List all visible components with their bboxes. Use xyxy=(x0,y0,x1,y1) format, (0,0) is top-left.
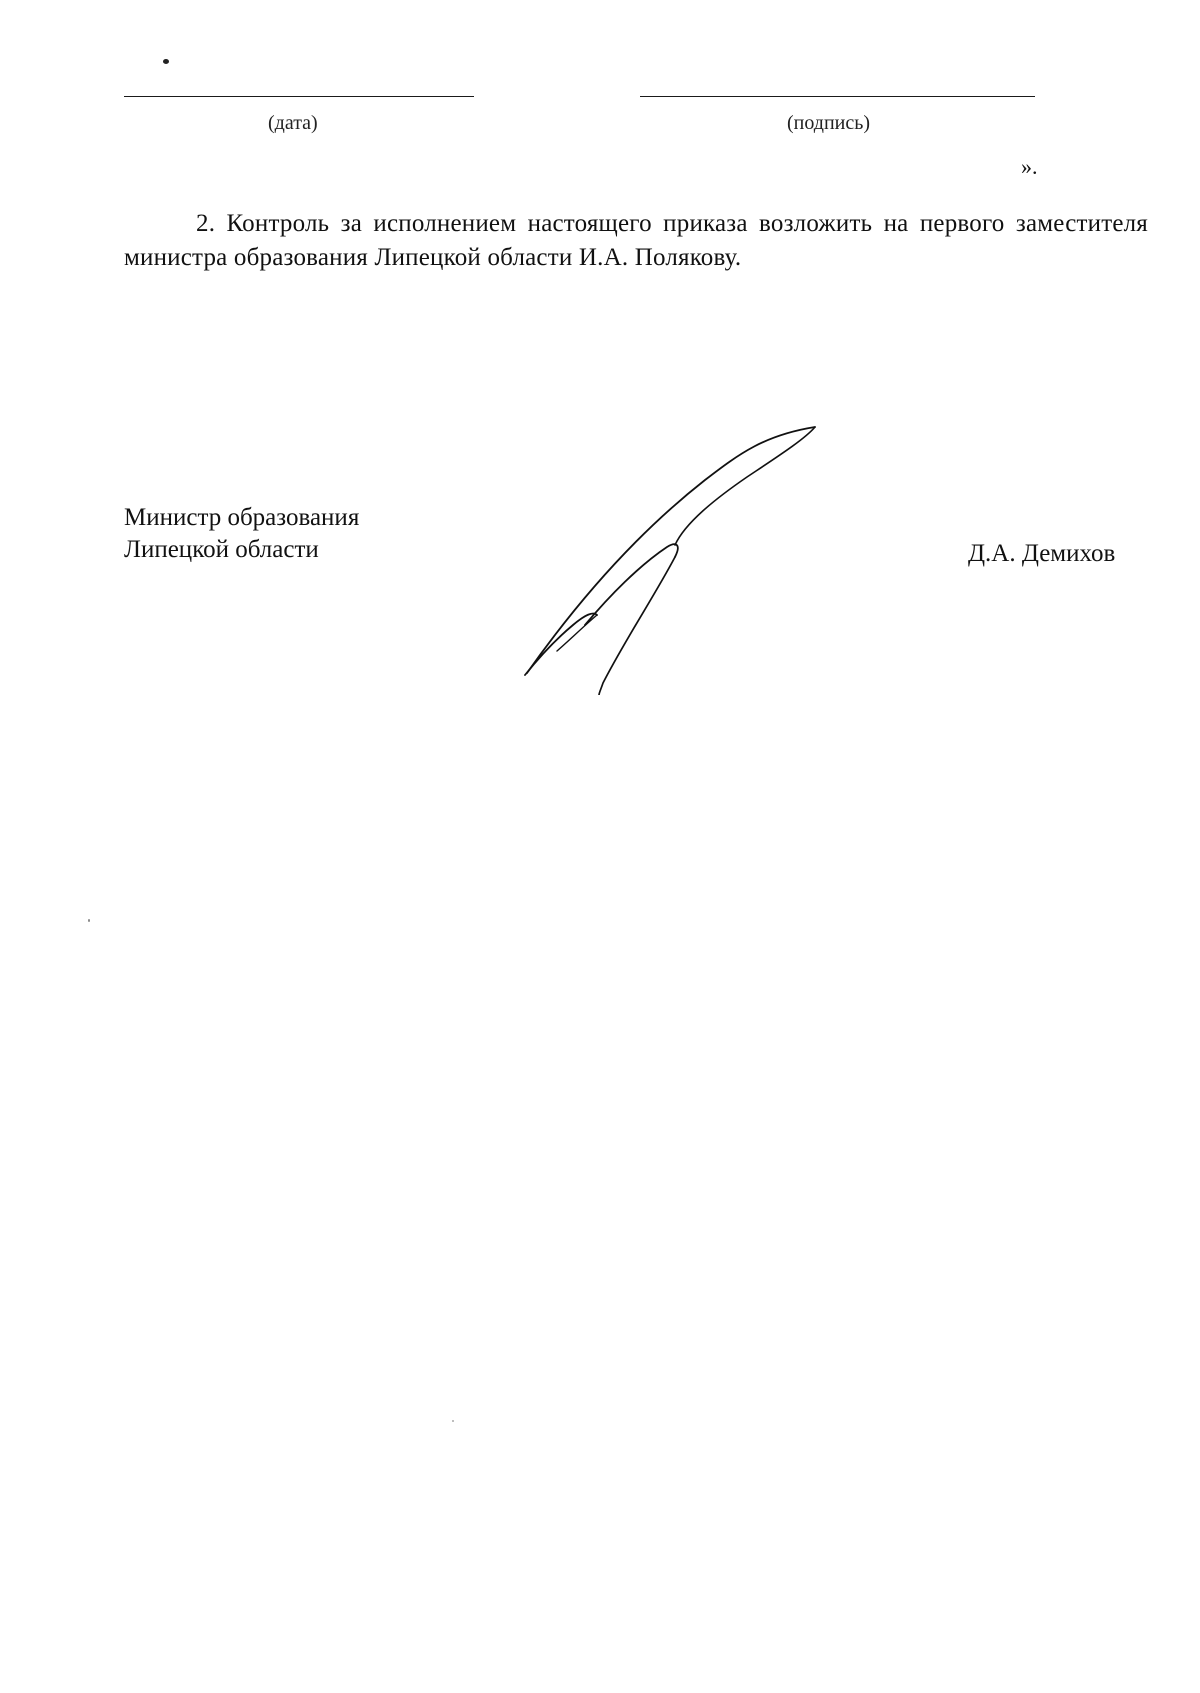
signature-stroke xyxy=(675,427,815,545)
signatory-position-line-1: Министр образования xyxy=(124,504,360,531)
date-line xyxy=(124,96,474,97)
signatory-name: Д.А. Демихов xyxy=(968,540,1116,567)
body-paragraph xyxy=(124,207,1148,275)
signature-stroke xyxy=(527,427,815,673)
signature-stroke xyxy=(599,557,675,695)
signature-line xyxy=(640,96,1035,97)
paragraph-text: Контроль за исполнением настоящего приказа возложить на первого заместителя министра образования Липецкой области И.А. Полякову. xyxy=(124,210,1148,271)
signatory-position xyxy=(124,502,359,566)
paragraph-number: 2. xyxy=(196,210,216,237)
handwritten-signature-image xyxy=(515,425,825,695)
scan-speck xyxy=(88,919,90,922)
scan-speck xyxy=(452,1420,454,1422)
scan-speck xyxy=(163,59,169,64)
signature-caption: (подпись) xyxy=(787,112,871,134)
signatory-position-line-2: Липецкой области xyxy=(124,536,319,563)
date-caption: (дата) xyxy=(268,112,318,134)
signature-stroke xyxy=(585,544,678,625)
closing-quote: ». xyxy=(1021,154,1038,179)
